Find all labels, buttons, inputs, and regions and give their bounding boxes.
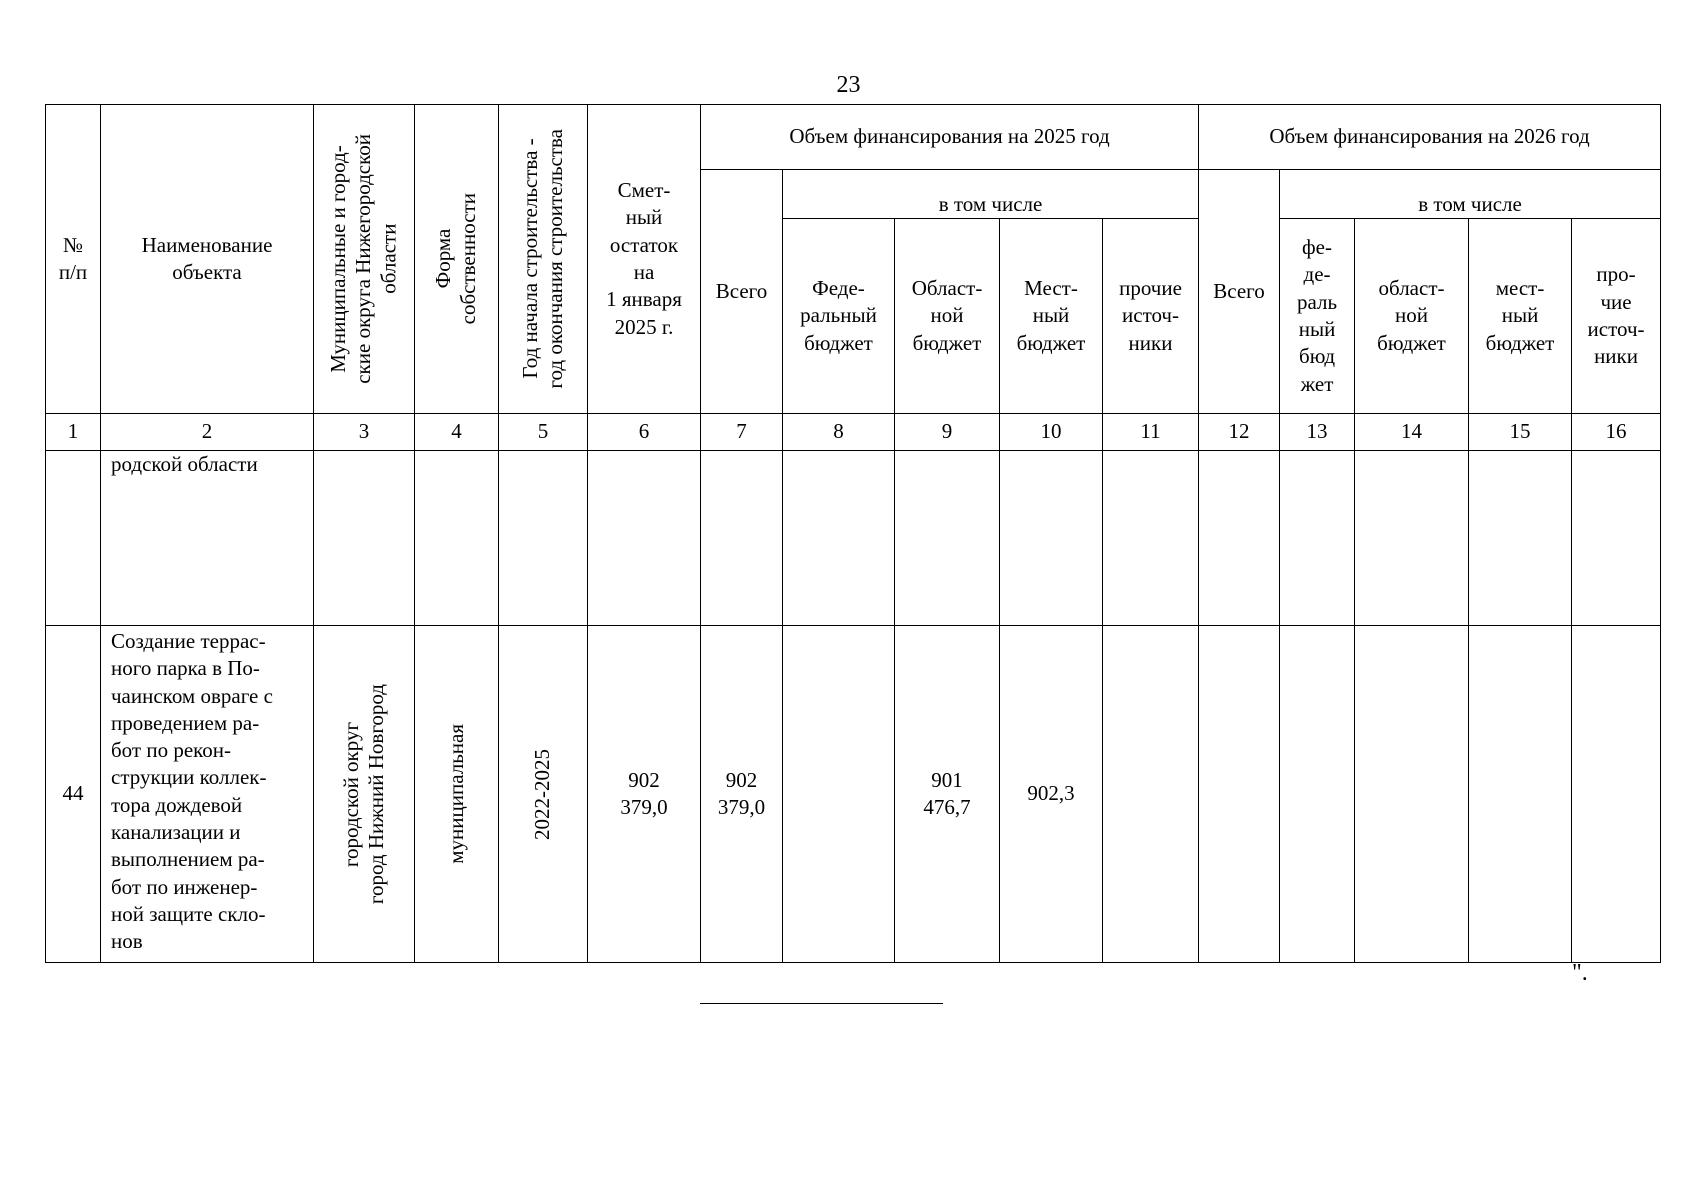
cell-empty <box>588 451 701 626</box>
cell-empty <box>1199 626 1280 963</box>
item-ownership: муниципальная <box>443 724 468 864</box>
column-number: 5 <box>499 414 588 451</box>
item-local-2025: 902,3 <box>1000 626 1103 963</box>
column-number: 10 <box>1000 414 1103 451</box>
header-municipality: Муниципальные и город- ские округа Нижегородской области <box>326 134 401 384</box>
item-ownership-cell <box>415 626 499 963</box>
header-years-cell <box>499 105 588 414</box>
page-number: 23 <box>836 72 861 98</box>
column-number-row <box>46 414 1661 451</box>
table-row <box>46 451 1661 626</box>
item-years: 2022-2025 <box>530 748 555 840</box>
header-regional-2026: област- ной бюджет <box>1355 219 1469 414</box>
item-total-2025: 902 379,0 <box>701 626 783 963</box>
column-number: 11 <box>1103 414 1199 451</box>
cell-empty <box>1469 451 1572 626</box>
column-number: 12 <box>1199 414 1280 451</box>
cell-empty <box>1280 451 1355 626</box>
column-number: 7 <box>701 414 783 451</box>
column-number: 1 <box>46 414 101 451</box>
cell-empty <box>1103 451 1199 626</box>
column-number: 8 <box>783 414 895 451</box>
item-municipality: городской округ город Нижний Новгород <box>338 683 388 905</box>
header-fin-2025: Объем финансирования на 2025 год <box>701 105 1199 170</box>
cell-empty <box>499 451 588 626</box>
header-federal-2026: фе- де- раль ный бюд жет <box>1280 219 1355 414</box>
cell-empty <box>1572 626 1661 963</box>
cell-empty <box>1355 451 1469 626</box>
header-regional-2025: Област- ной бюджет <box>895 219 1000 414</box>
footer-separator-line <box>700 1003 943 1004</box>
cell-empty <box>895 451 1000 626</box>
header-years: Год начала строительства - год окончания строительства <box>517 129 567 389</box>
item-other-2025 <box>1103 626 1199 963</box>
header-other-2025: прочие источ- ники <box>1103 219 1199 414</box>
column-number: 14 <box>1355 414 1469 451</box>
cell-empty <box>1280 626 1355 963</box>
cell-empty <box>415 451 499 626</box>
cell-empty <box>314 451 415 626</box>
column-number: 2 <box>101 414 314 451</box>
cell-empty <box>1000 451 1103 626</box>
header-federal-2025: Феде- ральный бюджет <box>783 219 895 414</box>
column-number: 15 <box>1469 414 1572 451</box>
table-row <box>46 626 1661 963</box>
column-number: 3 <box>314 414 415 451</box>
cell-empty <box>46 451 101 626</box>
header-name: Наименование объекта <box>101 105 314 414</box>
header-municipality-cell <box>314 105 415 414</box>
item-name: Создание террас- ного парка в По- чаинском овраге с проведением ра- бот по рекон- струкции коллек- тора дождевой канализации и выполнением ра- бот по инженер- ной защите скло- нов <box>101 626 314 963</box>
header-num: № п/п <box>46 105 101 414</box>
header-including-2025: в том числе <box>783 170 1199 219</box>
item-municipality-cell <box>314 626 415 963</box>
header-total-2025: Всего <box>701 170 783 414</box>
closing-quote: ". <box>1572 960 1588 986</box>
header-local-2026: мест- ный бюджет <box>1469 219 1572 414</box>
header-fin-2026: Объем финансирования на 2026 год <box>1199 105 1661 170</box>
header-total-2026: Всего <box>1199 170 1280 414</box>
header-other-2026: про- чие источ- ники <box>1572 219 1661 414</box>
header-including-2026: в том числе <box>1280 170 1661 219</box>
cell-empty <box>1355 626 1469 963</box>
header-ownership: Форма собственности <box>431 193 481 325</box>
cell-empty <box>1572 451 1661 626</box>
header-local-2025: Мест- ный бюджет <box>1000 219 1103 414</box>
item-regional-2025: 901 476,7 <box>895 626 1000 963</box>
financing-table <box>45 104 1661 963</box>
column-number: 9 <box>895 414 1000 451</box>
header-ownership-cell <box>415 105 499 414</box>
column-number: 16 <box>1572 414 1661 451</box>
item-federal-2025 <box>783 626 895 963</box>
cell-empty <box>1469 626 1572 963</box>
continuation-name: родской области <box>101 451 314 626</box>
column-number: 13 <box>1280 414 1355 451</box>
cell-empty <box>783 451 895 626</box>
cell-empty <box>701 451 783 626</box>
cell-empty <box>1199 451 1280 626</box>
item-number: 44 <box>46 626 101 963</box>
column-number: 4 <box>415 414 499 451</box>
item-years-cell <box>499 626 588 963</box>
header-balance: Смет- ный остаток на 1 января 2025 г. <box>588 105 701 414</box>
item-balance: 902 379,0 <box>588 626 701 963</box>
column-number: 6 <box>588 414 701 451</box>
